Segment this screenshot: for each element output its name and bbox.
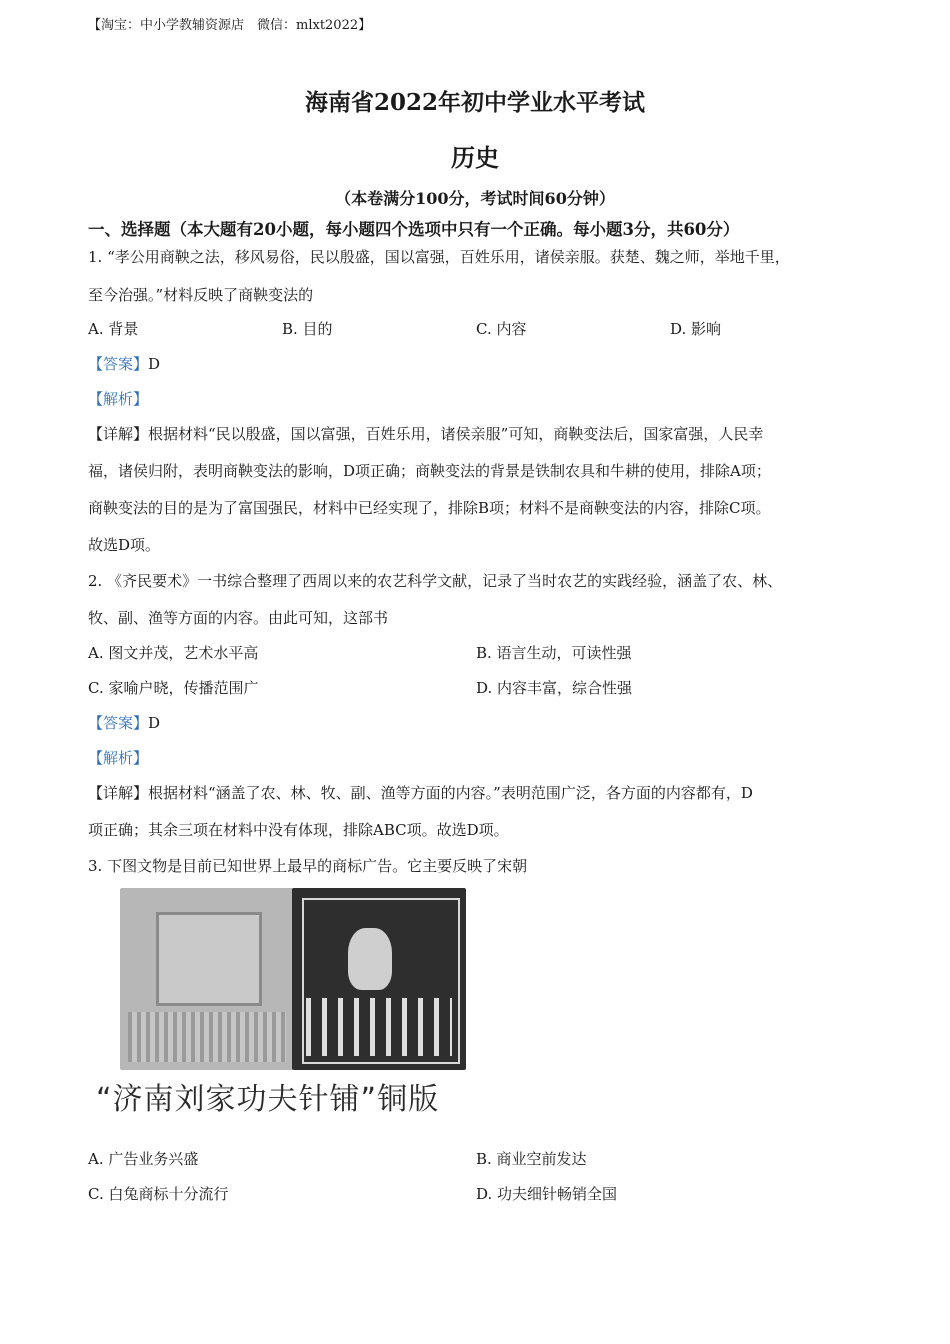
answer-label: 【答案】 xyxy=(88,714,149,732)
q2-detail-line1 xyxy=(88,782,753,803)
q1-answer: D xyxy=(148,355,161,373)
q2-option-d: D. 内容丰富，综合性强 xyxy=(476,679,633,697)
subject-title: 历史 xyxy=(451,143,499,172)
q2-answer-row xyxy=(88,712,160,733)
exam-info: （本卷满分100分，考试时间60分钟） xyxy=(335,189,615,208)
q1-stem-line2: 至今治强。”材料反映了商鞅变法的 xyxy=(88,286,314,304)
q1-analysis-label: 【解析】 xyxy=(88,390,149,408)
q1-detail-line1 xyxy=(88,423,763,444)
q1-option-a: A. 背景 xyxy=(88,320,139,338)
q2-answer: D xyxy=(148,714,161,732)
q2-option-c: C. 家喻户晓，传播范围广 xyxy=(88,679,259,697)
section-title: 一、选择题（本大题有20小题，每小题四个选项中只有一个正确。每小题3分，共60分） xyxy=(88,220,740,239)
exam-title: 海南省2022年初中学业水平考试 xyxy=(304,89,645,116)
q3-option-a: A. 广告业务兴盛 xyxy=(88,1150,199,1168)
q2-stem-line2: 牧、副、渔等方面的内容。由此可知，这部书 xyxy=(88,609,389,627)
q3-option-c: C. 白兔商标十分流行 xyxy=(88,1185,229,1203)
q3-stem: 3. 下图文物是目前已知世界上最早的商标广告。它主要反映了宋朝 xyxy=(88,857,528,875)
answer-label: 【答案】 xyxy=(88,355,149,373)
q2-analysis-label: 【解析】 xyxy=(88,749,149,767)
rabbit-trademark-icon xyxy=(348,928,392,990)
q1-detail-text: 根据材料“民以殷盛，国以富强，百姓乐用，诸侯亲服”可知，商鞅变法后，国家富强，人民幸 xyxy=(148,425,764,443)
q1-detail-line2: 福，诸侯归附，表明商鞅变法的影响，D项正确；商鞅变法的背景是铁制农具和牛耕的使用，排除A项； xyxy=(88,462,771,480)
q1-option-d: D. 影响 xyxy=(670,320,722,338)
q1-answer-row xyxy=(88,353,160,374)
q3-option-d: D. 功夫细针畅销全国 xyxy=(476,1185,618,1203)
q1-option-b: B. 目的 xyxy=(282,320,333,338)
q1-detail-line3: 商鞅变法的目的是为了富国强民，材料中已经实现了，排除B项；材料不是商鞅变法的内容，排除C项。 xyxy=(88,499,771,517)
plate-print-image xyxy=(292,888,466,1070)
q2-option-a: A. 图文并茂，艺术水平高 xyxy=(88,644,259,662)
detail-label: 【详解】 xyxy=(88,784,149,802)
q2-detail-text: 根据材料“涵盖了农、林、牧、副、渔等方面的内容。”表明范围广泛，各方面的内容都有，D xyxy=(148,784,753,802)
q2-option-b: B. 语言生动，可读性强 xyxy=(476,644,632,662)
q1-option-c: C. 内容 xyxy=(476,320,527,338)
q3-option-b: B. 商业空前发达 xyxy=(476,1150,587,1168)
q2-detail-line2: 项正确；其余三项在材料中没有体现，排除ABC项。故选D项。 xyxy=(88,821,509,839)
q1-detail-line4: 故选D项。 xyxy=(88,536,161,554)
q2-stem-line1: 2. 《齐民要术》一书综合整理了西周以来的农艺科学文献，记录了当时农艺的实践经验，涵盖了农、林、 xyxy=(88,572,783,590)
detail-label: 【详解】 xyxy=(88,425,149,443)
q1-stem-line1: 1. “孝公用商鞅之法，移风易俗，民以殷盛，国以富强，百姓乐用，诸侯亲服。获楚、魏之师，举地千里， xyxy=(88,248,790,266)
plate-rubbing-image xyxy=(120,888,294,1070)
figure-caption: “济南刘家功夫针铺”铜版 xyxy=(96,1082,440,1117)
header-note: 【淘宝：中小学教辅资源店 微信：mlxt2022】 xyxy=(88,18,372,33)
bronze-plate-figure xyxy=(96,888,488,1120)
